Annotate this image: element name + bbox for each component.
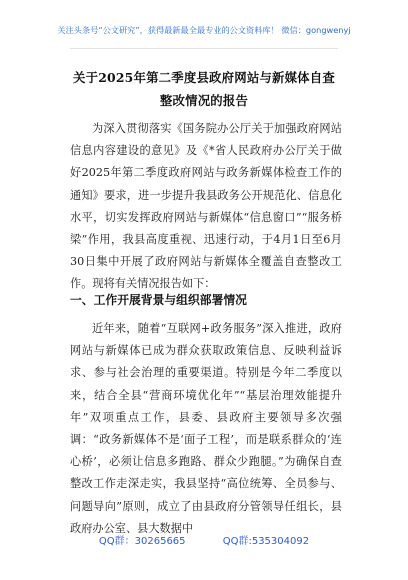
promo-banner: 关注头条号“公文研究”，获得最新最全最专业的公文资料库！ 微信：gongwenyj xyxy=(57,25,351,35)
banner-divider xyxy=(70,48,338,49)
document-title: 关于2025年第二季度县政府网站与新媒体自查整改情况的报告 xyxy=(73,70,335,108)
section-heading: 一、工作开展背景与组织部署情况 xyxy=(70,293,247,307)
footer-qq-group-1: QQ群：30265665 xyxy=(98,536,186,547)
footer-qq-group-2: QQ群:535304092 xyxy=(222,536,310,547)
section-paragraph: 近年来，随着“互联网+政务服务”深入推进，政府网站与新媒体已成为群众获取政策信息、反映利益诉求、参与社会治理的重要渠道。特别是今年二季度以来，结合全县“营商环境优化年”“基层治理效能提升年”双项重点工作，县委、县政府主要领导多次强调：“政务新媒体不是‘面子工程’，而是联系群众的‘连心桥’，必须让信息多跑路、群众少跑腿。”为确保自查整改工作走深走实，我县坚持“高位统筹、全员参与、问题导向”原则，成立了由县政府分管领导任组长，县政府办公室、县大数据中 xyxy=(70,322,342,535)
footer-contacts xyxy=(0,535,408,549)
intro-paragraph: 为深入贯彻落实《国务院办公厅关于加强政府网站信息内容建设的意见》及《*省人民政府办公厅关于做好2025年第二季度政府网站与政务新媒体检查工作的通知》要求，进一步提升我县政务公开规范化、信息化水平，切实发挥政府网站与新媒体“信息窗口”“服务桥梁”作用，我县高度重视、迅速行动，于4月1日至6月30日集中开展了政府网站与新媒体全覆盖自查整改工作。现将有关情况报告如下： xyxy=(70,122,342,291)
